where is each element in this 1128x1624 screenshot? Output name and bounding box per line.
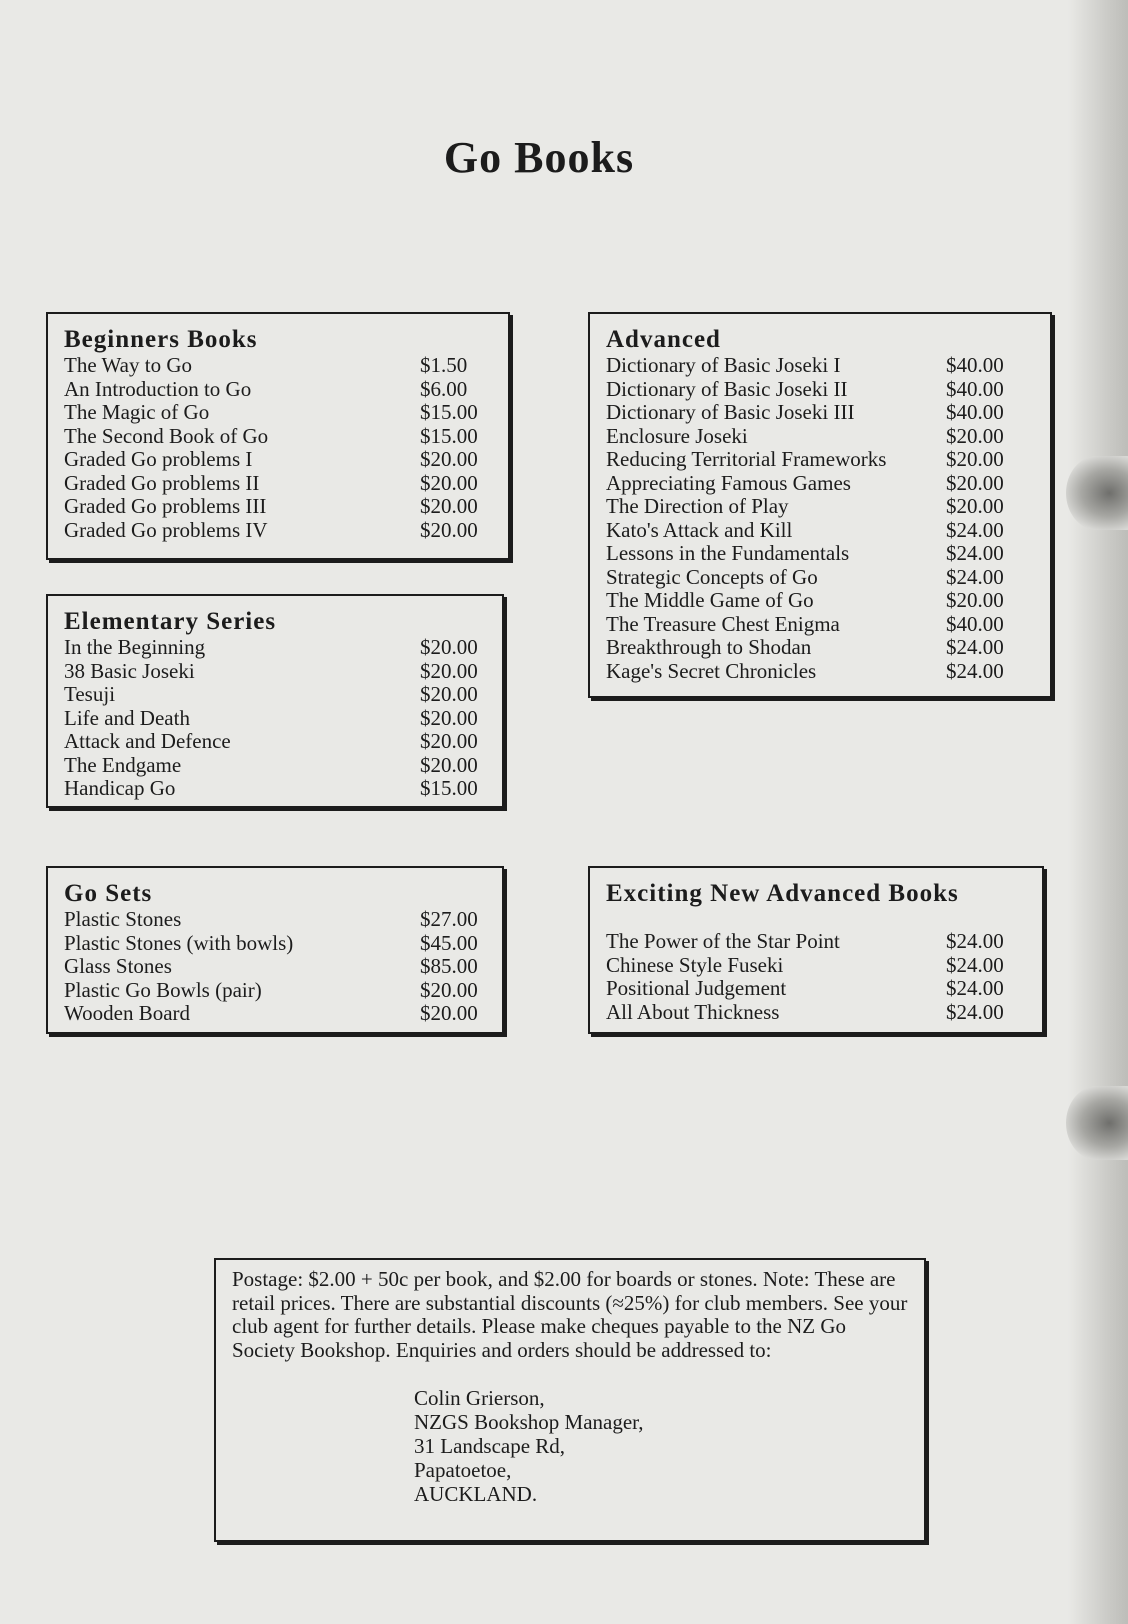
book-title: Kato's Attack and Kill bbox=[606, 517, 793, 542]
book-price: $20.00 bbox=[420, 494, 478, 518]
punch-hole-top bbox=[1066, 456, 1128, 530]
punch-hole-bottom bbox=[1066, 1086, 1128, 1160]
address-line: Papatoetoe, bbox=[414, 1458, 512, 1482]
book-price: $20.00 bbox=[420, 517, 478, 542]
book-price: $24.00 bbox=[946, 976, 1004, 1000]
book-row bbox=[64, 955, 486, 979]
book-title: The Direction of Play bbox=[606, 494, 789, 518]
book-row bbox=[64, 707, 486, 731]
book-price: $85.00 bbox=[420, 954, 478, 978]
book-title: Appreciating Famous Games bbox=[606, 470, 851, 495]
go-sets-box bbox=[46, 866, 504, 1034]
book-row bbox=[64, 730, 486, 754]
book-title: The Endgame bbox=[64, 752, 182, 777]
book-title: Graded Go problems III bbox=[64, 494, 267, 518]
new-advanced-list bbox=[606, 930, 1026, 1024]
elementary-series-heading: Elementary Series bbox=[64, 608, 277, 635]
book-price: $40.00 bbox=[946, 400, 1004, 424]
book-price: $20.00 bbox=[420, 658, 478, 683]
page-edge-shadow bbox=[1068, 0, 1128, 1624]
book-row bbox=[606, 354, 1034, 378]
book-title: Handicap Go bbox=[64, 776, 176, 800]
book-title: Graded Go problems IV bbox=[64, 517, 268, 542]
book-price: $24.00 bbox=[946, 929, 1004, 953]
book-row bbox=[606, 472, 1034, 496]
book-row bbox=[606, 401, 1034, 425]
book-price: $24.00 bbox=[946, 999, 1004, 1024]
book-row bbox=[606, 1001, 1026, 1025]
book-price: $40.00 bbox=[946, 353, 1004, 377]
book-price: $20.00 bbox=[946, 447, 1004, 471]
book-price: $20.00 bbox=[420, 977, 478, 1002]
book-row bbox=[64, 1002, 486, 1026]
book-title: Plastic Go Bowls (pair) bbox=[64, 977, 262, 1002]
book-row bbox=[606, 566, 1034, 590]
book-price: $20.00 bbox=[946, 588, 1004, 612]
address-line: NZGS Bookshop Manager, bbox=[414, 1410, 644, 1434]
book-price: $24.00 bbox=[946, 564, 1004, 589]
book-price: $20.00 bbox=[946, 494, 1004, 518]
notice-text: Postage: $2.00 + 50c per book, and $2.00 for boards or stones. Note: These are retail prices. There are substantial discounts (≈25%) for club members. See your club agent for further details. Please make cheques payable to the NZ Go Society Bookshop. Enquiries and orders should be addressed to: bbox=[232, 1267, 908, 1362]
book-title: Positional Judgement bbox=[606, 976, 787, 1000]
book-title: Kage's Secret Chronicles bbox=[606, 658, 817, 683]
page-title: Go Books bbox=[443, 133, 635, 182]
book-title: The Second Book of Go bbox=[64, 423, 269, 448]
book-row bbox=[606, 542, 1034, 566]
book-row bbox=[64, 932, 486, 956]
book-title: Tesuji bbox=[64, 682, 116, 706]
book-row bbox=[64, 636, 486, 660]
new-advanced-heading: Exciting New Advanced Books bbox=[606, 880, 959, 907]
book-row bbox=[64, 354, 492, 378]
book-price: $20.00 bbox=[420, 729, 478, 753]
advanced-box bbox=[588, 312, 1052, 698]
book-price: $20.00 bbox=[420, 1001, 478, 1025]
book-row bbox=[64, 660, 486, 684]
book-title: Reducing Territorial Frameworks bbox=[606, 447, 887, 471]
go-sets-heading: Go Sets bbox=[64, 880, 153, 907]
book-title: The Treasure Chest Enigma bbox=[606, 611, 840, 636]
book-price: $20.00 bbox=[946, 423, 1004, 448]
book-row bbox=[606, 613, 1034, 637]
book-price: $20.00 bbox=[420, 470, 478, 495]
book-price: $20.00 bbox=[420, 705, 478, 730]
book-row bbox=[64, 472, 492, 496]
book-title: Dictionary of Basic Joseki I bbox=[606, 353, 841, 377]
book-row bbox=[64, 777, 486, 801]
book-price: $45.00 bbox=[420, 930, 478, 955]
book-title: In the Beginning bbox=[64, 635, 206, 659]
book-title: An Introduction to Go bbox=[64, 376, 252, 401]
address-line: Colin Grierson, bbox=[414, 1386, 545, 1410]
book-row bbox=[64, 378, 492, 402]
book-price: $24.00 bbox=[946, 635, 1004, 659]
book-row bbox=[64, 519, 492, 543]
book-title: Dictionary of Basic Joseki III bbox=[606, 400, 855, 424]
notice-address bbox=[414, 1386, 908, 1506]
book-row bbox=[64, 754, 486, 778]
beginners-books-box bbox=[46, 312, 510, 560]
new-advanced-box bbox=[588, 866, 1044, 1034]
book-row bbox=[606, 378, 1034, 402]
book-price: $40.00 bbox=[946, 611, 1004, 636]
book-title: Plastic Stones (with bowls) bbox=[64, 930, 294, 955]
book-price: $15.00 bbox=[420, 400, 478, 424]
book-title: Wooden Board bbox=[64, 1001, 191, 1025]
book-title: Graded Go problems II bbox=[64, 470, 260, 495]
book-row bbox=[64, 908, 486, 932]
book-row bbox=[606, 636, 1034, 660]
go-sets-list bbox=[64, 908, 486, 1026]
book-title: Enclosure Joseki bbox=[606, 423, 748, 448]
book-price: $24.00 bbox=[946, 658, 1004, 683]
book-title: Breakthrough to Shodan bbox=[606, 635, 812, 659]
book-title: Lessons in the Fundamentals bbox=[606, 541, 850, 565]
book-price: $20.00 bbox=[946, 470, 1004, 495]
book-title: Plastic Stones bbox=[64, 907, 182, 931]
book-row bbox=[64, 425, 492, 449]
book-row bbox=[606, 495, 1034, 519]
book-price: $27.00 bbox=[420, 907, 478, 931]
book-title: Strategic Concepts of Go bbox=[606, 564, 818, 589]
elementary-series-box bbox=[46, 594, 504, 808]
book-row bbox=[64, 495, 492, 519]
book-title: Graded Go problems I bbox=[64, 447, 253, 471]
book-title: Life and Death bbox=[64, 705, 190, 730]
book-price: $20.00 bbox=[420, 682, 478, 706]
address-line: AUCKLAND. bbox=[414, 1482, 538, 1506]
book-title: The Middle Game of Go bbox=[606, 588, 814, 612]
book-title: Attack and Defence bbox=[64, 729, 231, 753]
book-title: The Magic of Go bbox=[64, 400, 210, 424]
advanced-list bbox=[606, 354, 1034, 683]
book-row bbox=[64, 401, 492, 425]
address-line: 31 Landscape Rd, bbox=[414, 1434, 566, 1458]
book-row bbox=[606, 425, 1034, 449]
book-price: $20.00 bbox=[420, 635, 478, 659]
book-row bbox=[606, 977, 1026, 1001]
book-price: $20.00 bbox=[420, 752, 478, 777]
book-row bbox=[606, 930, 1026, 954]
book-price: $24.00 bbox=[946, 952, 1004, 977]
book-row bbox=[64, 683, 486, 707]
beginners-books-list bbox=[64, 354, 492, 542]
elementary-series-list bbox=[64, 636, 486, 801]
book-row bbox=[606, 448, 1034, 472]
book-row bbox=[606, 519, 1034, 543]
beginners-books-heading: Beginners Books bbox=[64, 326, 258, 353]
book-price: $20.00 bbox=[420, 447, 478, 471]
book-title: Glass Stones bbox=[64, 954, 172, 978]
book-title: The Way to Go bbox=[64, 353, 192, 377]
book-price: $24.00 bbox=[946, 517, 1004, 542]
ordering-notice bbox=[214, 1258, 926, 1542]
book-title: Chinese Style Fuseki bbox=[606, 952, 784, 977]
book-price: $1.50 bbox=[420, 353, 468, 377]
book-price: $6.00 bbox=[420, 376, 468, 401]
book-row bbox=[64, 979, 486, 1003]
book-price: $40.00 bbox=[946, 376, 1004, 401]
book-price: $15.00 bbox=[420, 776, 478, 800]
book-row bbox=[606, 660, 1034, 684]
book-title: Dictionary of Basic Joseki II bbox=[606, 376, 848, 401]
book-title: 38 Basic Joseki bbox=[64, 658, 195, 683]
book-row bbox=[64, 448, 492, 472]
book-title: The Power of the Star Point bbox=[606, 929, 840, 953]
book-row bbox=[606, 954, 1026, 978]
advanced-heading: Advanced bbox=[606, 326, 721, 353]
book-price: $15.00 bbox=[420, 423, 478, 448]
book-price: $24.00 bbox=[946, 541, 1004, 565]
book-row bbox=[606, 589, 1034, 613]
book-title: All About Thickness bbox=[606, 999, 780, 1024]
